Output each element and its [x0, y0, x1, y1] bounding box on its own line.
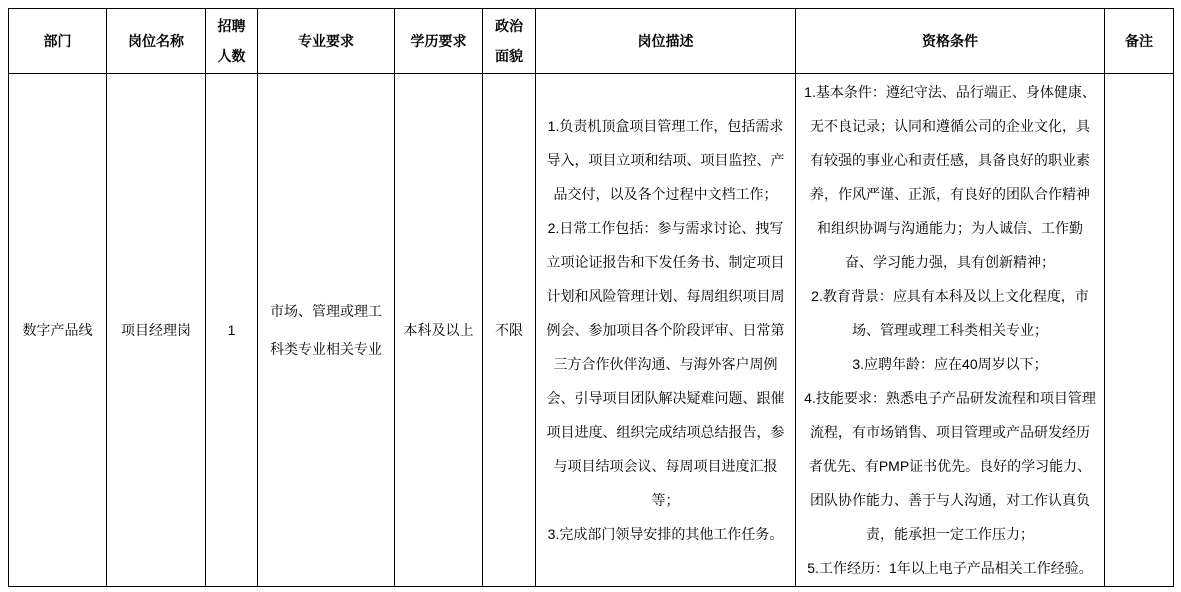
header-qualification — [796, 9, 1105, 74]
header-education-requirement — [395, 9, 483, 74]
text-line: 无不良记录；认同和遵循公司的企业文化，具 — [810, 118, 1090, 134]
text-line: 1.基本条件：遵纪守法、品行端正、身体健康、 — [804, 84, 1096, 100]
text-line: 品交付，以及各个过程中文档工作； — [553, 186, 778, 202]
header-headcount — [206, 9, 258, 74]
cell-remark — [1105, 74, 1174, 587]
table-header-row — [9, 9, 1174, 74]
text-line: 三方合作伙伴沟通、与海外客户周例 — [553, 356, 778, 372]
header-political-status — [483, 9, 536, 74]
text-line: 市场、管理或理工 — [270, 303, 382, 319]
table-body — [9, 74, 1174, 587]
text-line: 养，作风严谨、正派，有良好的团队合作精神 — [810, 186, 1090, 202]
header-position-name — [107, 9, 206, 74]
text-line: 岗位描述 — [637, 33, 694, 49]
text-line: 责，能承担一定工作压力； — [866, 526, 1034, 542]
text-line: 人数 — [217, 48, 246, 64]
text-line: 等； — [651, 492, 680, 508]
text-line: 者优先、有PMP证书优先。良好的学习能力、 — [808, 458, 1092, 474]
text-line: 3.完成部门领导安排的其他工作任务。 — [547, 526, 784, 542]
text-line: 奋、学习能力强，具有创新精神； — [845, 254, 1055, 270]
header-major-requirement — [258, 9, 395, 74]
cell-major-requirement — [258, 74, 395, 587]
cell-headcount: 1 — [206, 74, 258, 587]
text-line: 导入，项目立项和结项、项目监控、产 — [546, 152, 785, 168]
header-department — [9, 9, 107, 74]
text-line: 与项目结项会议、每周项目进度汇报 — [553, 458, 778, 474]
text-line: 2.日常工作包括：参与需求讨论、拽写 — [547, 220, 784, 236]
text-line: 1.负责机顶盒项目管理工作，包括需求 — [547, 118, 784, 134]
header-remark — [1105, 9, 1174, 74]
cell-position-name: 项目经理岗 — [107, 74, 206, 587]
cell-department: 数字产品线 — [9, 74, 107, 587]
text-line: 会、引导项目团队解决疑难问题、跟催 — [546, 390, 785, 406]
text-line: 5.工作经历：1年以上电子产品相关工作经验。 — [807, 560, 1093, 576]
text-line: 项目进度、组织完成结项总结报告，参 — [546, 424, 785, 440]
text-line: 面貌 — [495, 48, 523, 64]
text-line: 3.应聘年龄：应在40周岁以下； — [852, 356, 1048, 372]
text-line: 立项论证报告和下发任务书、制定项目 — [546, 254, 785, 270]
text-line: 有较强的事业心和责任感，具备良好的职业素 — [810, 152, 1090, 168]
text-line: 科类专业相关专业 — [270, 341, 382, 357]
text-line: 备注 — [1125, 33, 1153, 49]
text-line: 4.技能要求：熟悉电子产品研发流程和项目管理 — [804, 390, 1096, 406]
table-row — [9, 74, 1174, 587]
text-line: 例会、参加项目各个阶段评审、日常第 — [546, 322, 785, 338]
text-line: 流程，有市场销售、项目管理或产品研发经历 — [810, 424, 1090, 440]
text-line: 政治 — [495, 18, 523, 34]
text-line: 计划和风险管理计划、每周组织项目周 — [546, 288, 785, 304]
text-line: 团队协作能力、善于与人沟通，对工作认真负 — [810, 492, 1090, 508]
text-line: 和组织协调与沟通能力；为人诚信、工作勤 — [817, 220, 1083, 236]
text-line: 岗位名称 — [128, 33, 184, 49]
cell-political-status: 不限 — [483, 74, 536, 587]
cell-job-description — [536, 74, 796, 587]
cell-qualification — [796, 74, 1105, 587]
text-line: 招聘 — [217, 18, 246, 34]
cell-education-requirement: 本科及以上 — [395, 74, 483, 587]
text-line: 2.教育背景：应具有本科及以上文化程度，市 — [811, 288, 1089, 304]
text-line: 资格条件 — [922, 33, 978, 49]
header-job-description — [536, 9, 796, 74]
text-line: 部门 — [43, 33, 72, 49]
recruitment-table — [8, 8, 1174, 587]
text-line: 专业要求 — [298, 33, 354, 49]
text-line: 学历要求 — [410, 33, 467, 49]
text-line: 场、管理或理工科类相关专业； — [852, 322, 1048, 338]
